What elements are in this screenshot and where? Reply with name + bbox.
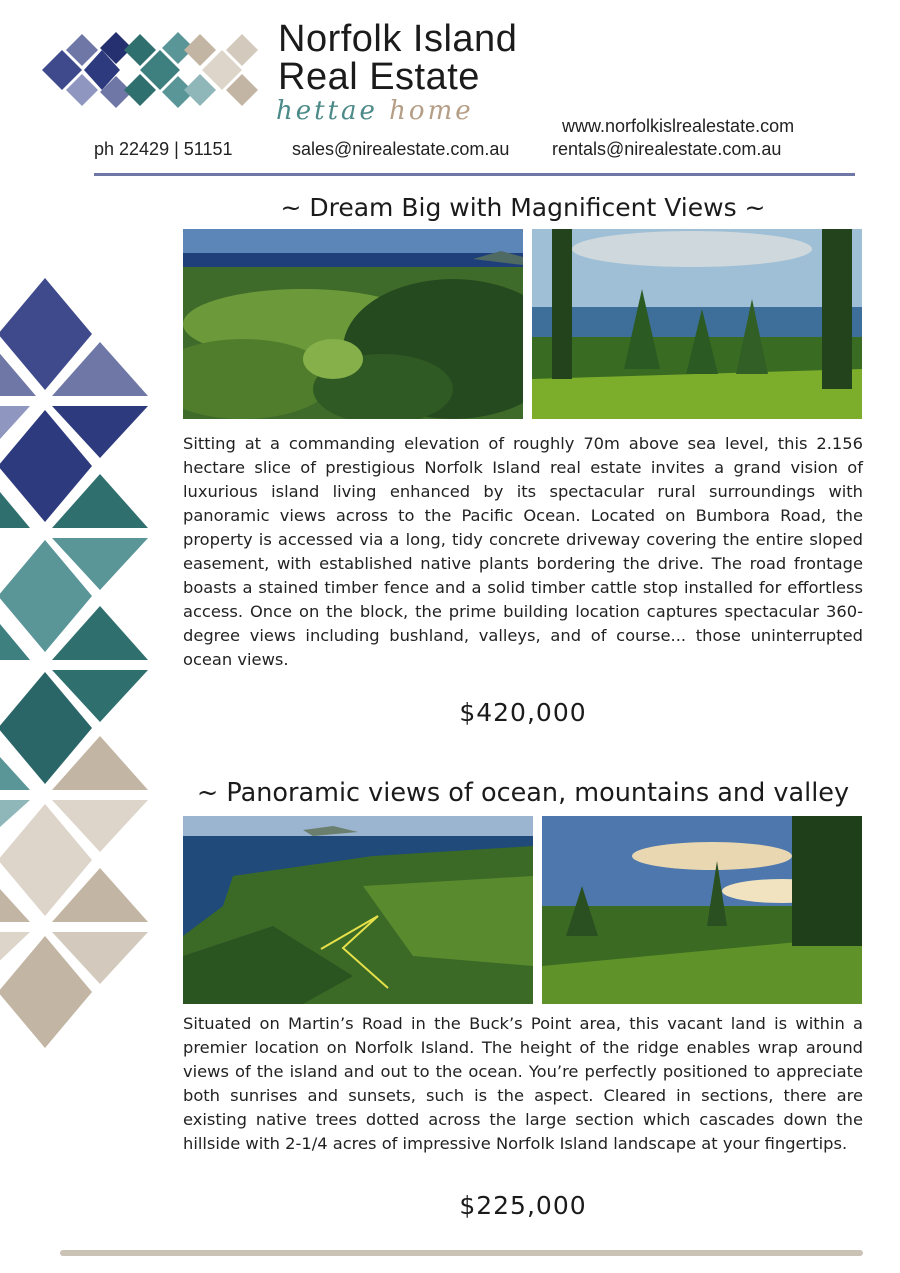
tagline-part2: home (377, 96, 474, 126)
tagline-part1: hettae (276, 96, 378, 126)
header-divider (94, 173, 855, 176)
listing-1-pines-photo[interactable] (532, 229, 862, 419)
brand-name-line2: Real Estate (278, 56, 480, 98)
brand-name-line1: Norfolk Island (278, 18, 518, 60)
listing-1-heading: ~ Dream Big with Magnificent Views ~ (280, 193, 766, 222)
listing-2-aerial-photo[interactable] (183, 816, 533, 1004)
listing-1-description: Sitting at a commanding elevation of roughly 70m above sea level, this 2.156 hectare slice of prestigious Norfolk Island real estate invites a grand vision of luxurious island living enhanced by its spectacular rural surroundings with panoramic views across to the Pacific Ocean. Located on Bumbora Road, the property is accessed via a long, tidy concrete driveway covering the entire sloped easement, with established native plants bordering the drive. The road frontage boasts a stained timber fence and a solid timber cattle stop installed for effortless access. Once on the block, the prime building location captures spectacular 360-degree views including bushland, valleys, and of course... those uninterrupted ocean views. (183, 434, 863, 669)
sales-email-link[interactable]: sales@nirealestate.com.au (292, 139, 510, 159)
footer-divider (60, 1250, 863, 1256)
listing-2-heading: ~ Panoramic views of ocean, mountains and valley (196, 778, 850, 808)
logo-mark (36, 30, 266, 130)
listing-2-description: Situated on Martin’s Road in the Buck’s Point area, this vacant land is within a premier location on Norfolk Island. The height of the ridge enables wrap around views of the island and out to the ocean. You’re perfectly positioned to appreciate both sunrises and sunsets, such is the aspect. Cleared in sections, there are existing native trees dotted across the large section which cascades down the hillside with 2-1/4 acres of impressive Norfolk Island landscape at your fingertips. (183, 1014, 863, 1153)
rentals-email-link[interactable]: rentals@nirealestate.com.au (552, 139, 782, 159)
listing-1-aerial-photo[interactable] (183, 229, 523, 419)
listing-2-sunset-photo[interactable] (542, 816, 862, 1004)
side-diamond-pattern (0, 270, 160, 1060)
listing-2-price: $225,000 (459, 1191, 587, 1220)
listing-1-price: $420,000 (459, 698, 587, 727)
website-link[interactable]: www.norfolkislrealestate.com (562, 116, 795, 136)
brand-name (278, 20, 517, 96)
phone-number: ph 22429 | 51151 (94, 139, 233, 159)
brand-tagline (276, 96, 474, 126)
